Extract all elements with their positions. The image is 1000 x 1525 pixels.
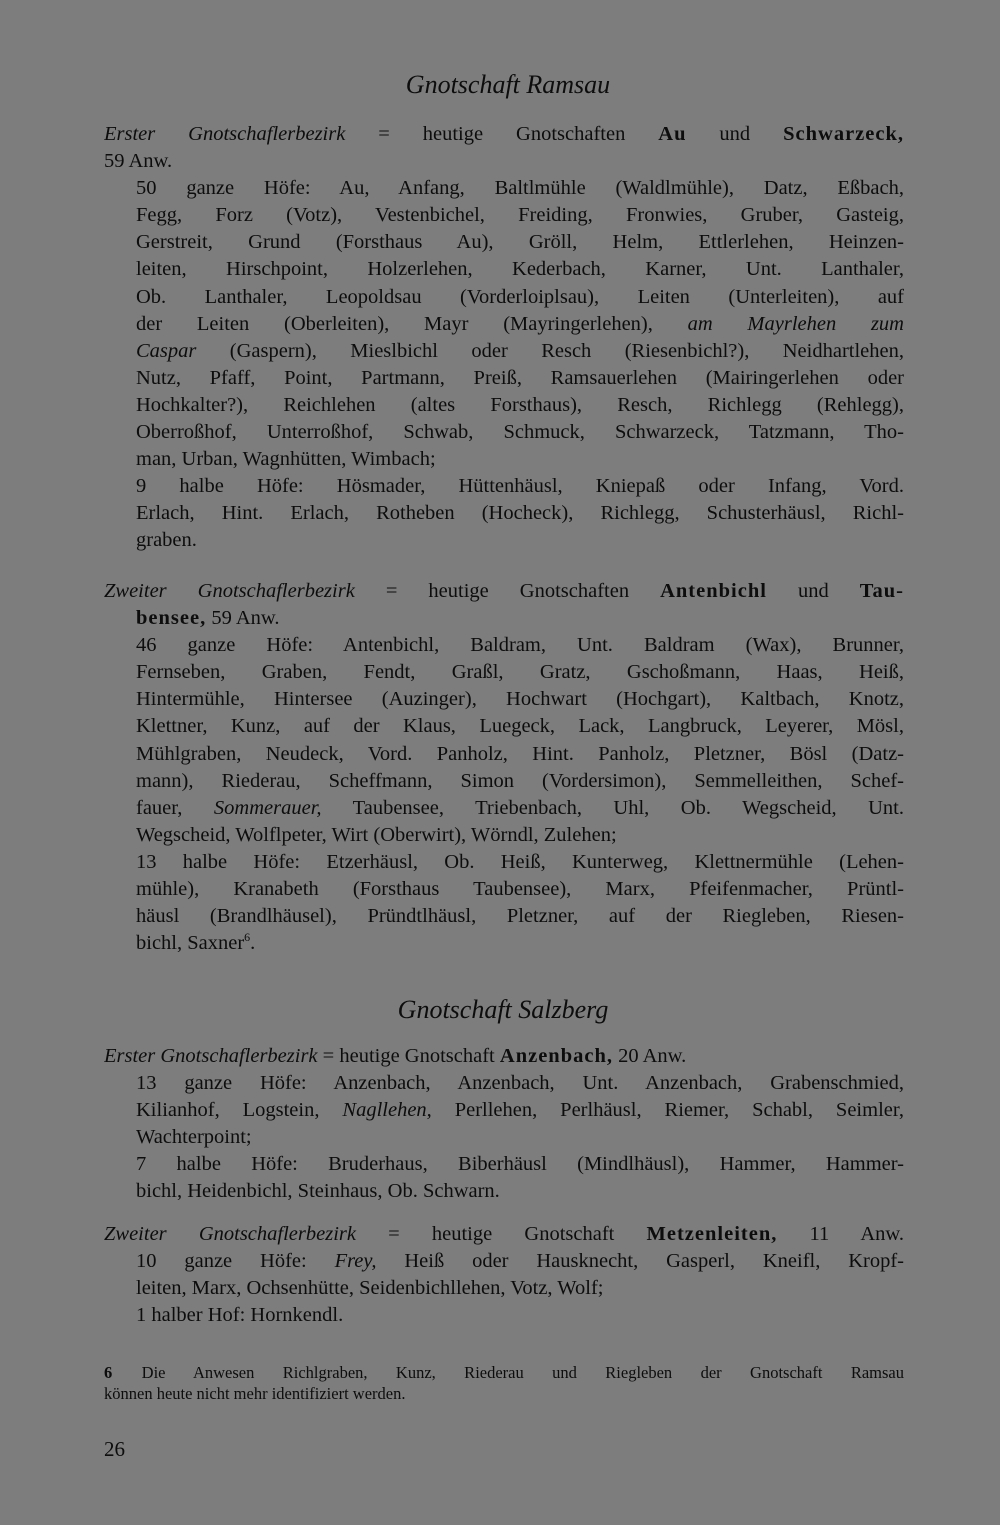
footnote [104,1362,904,1404]
text-run: Perllehen, Perlhäusl, Riemer, Schabl, Seimler, [431,1099,904,1122]
text-run: Wachterpoint; [136,1126,252,1149]
text-run: am Mayrlehen zum [687,312,904,335]
text-run: häusl (Brandlhäusel), Pründtlhäusl, Pletzner, auf der Riegleben, Riesen- [136,905,904,928]
text-line [104,121,904,148]
text-line [104,256,904,283]
text-run: können heute nicht mehr identifiziert werden. [104,1384,406,1403]
text-run: man, Urban, Wagnhütten, Wimbach; [136,448,436,471]
text-line [104,659,904,686]
text-line [104,1097,904,1124]
text-line [104,686,904,713]
text-line [104,1275,904,1302]
text-run: 1 halber Hof: Hornkendl. [136,1304,344,1327]
footnote-ref: 6 [244,930,251,945]
text-run: Wegscheid, Wolflpeter, Wirt (Oberwirt), Wörndl, Zulehen; [136,823,617,846]
text-run: mühle), Kranabeth (Forsthaus Taubensee), Marx, Pfeifenmacher, Prüntl- [136,878,904,901]
text-line [104,876,904,903]
text-run: Caspar [136,339,197,362]
text-run: leiten, Hirschpoint, Holzerlehen, Kederbach, Karner, Unt. Lanthaler, [136,258,904,281]
text-line [104,605,904,632]
text-run: Hintermühle, Hintersee (Auzinger), Hochwart (Hochgart), Kaltbach, Knotz, [136,688,904,711]
text-run: 10 ganze Höfe: [136,1250,335,1273]
text-run: Mühlgraben, Neudeck, Vord. Panholz, Hint. Panholz, Pletzner, Bösl (Datz- [136,742,904,765]
text-line [104,1124,904,1151]
text-line [104,500,904,527]
text-run: fauer, [136,796,214,819]
text-run: 13 halbe Höfe: Etzerhäusl, Ob. Heiß, Kunterweg, Klettnermühle (Lehen- [136,850,904,873]
ramsau-second-district [104,578,904,957]
text-line [104,1362,904,1383]
text-line [104,365,904,392]
text-line [104,1302,904,1329]
text-line [104,1383,904,1404]
text-line [104,338,904,365]
text-line [104,849,904,876]
text-run: Heiß oder Hausknecht, Gasperl, Kneifl, Kropf- [376,1250,904,1273]
text-run: Erster Gnotschaflerbezirk [104,1045,318,1067]
text-run: 9 halbe Höfe: Hösmader, Hüttenhäusl, Kniepaß oder Infang, Vord. [136,475,904,498]
text-run: (Gaspern), Mieslbichl oder Resch (Riesenbichl?), Neidhartlehen, [196,339,904,362]
text-run: Erlach, Hint. Erlach, Rotheben (Hocheck), Richlegg, Schusterhäusl, Richl- [136,502,904,525]
text-line [104,229,904,256]
text-run: 20 Anw. [612,1045,687,1067]
text-run: Erster Gnotschaflerbezirk [104,123,346,145]
text-run: Nutz, Pfaff, Point, Partmann, Preiß, Ramsauerlehen (Mairingerlehen oder [136,366,904,389]
text-line [104,175,904,202]
text-line [104,1070,904,1097]
text-run: Ob. Lanthaler, Leopoldsau (Vorderloiplsau), Leiten (Unterleiten), auf [136,285,904,308]
text-run: leiten, Marx, Ochsenhütte, Seidenbichllehen, Votz, Wolf; [136,1277,604,1300]
text-run: Anzenbach, [499,1045,613,1067]
text-line [104,768,904,795]
text-line [104,1151,904,1178]
text-run: Sommerauer, [213,796,322,819]
text-run: 7 halbe Höfe: Bruderhaus, Biberhäusl (Mindlhäusl), Hammer, Hammer- [136,1153,904,1176]
text-run: = heutige Gnotschaften [345,123,659,145]
text-line [104,632,904,659]
text-run: 6 [104,1363,114,1382]
text-run: und [766,580,860,602]
text-run: graben. [136,529,197,552]
text-line [104,527,904,554]
text-line [104,284,904,311]
text-run: bensee, [136,607,207,630]
text-line [104,446,904,473]
text-run: Schwarzeck, [783,123,904,145]
text-line [104,392,904,419]
text-run: = heutige Gnotschaft [317,1045,500,1067]
salzberg-second-district [104,1221,904,1329]
text-run: Frey, [334,1250,377,1273]
text-line [104,1221,904,1248]
text-line [104,1248,904,1275]
text-run: Metzenleiten, [646,1223,778,1245]
text-line [104,713,904,740]
text-run: Oberroßhof, Unterroßhof, Schwab, Schmuck, Schwarzeck, Tatzmann, Tho- [136,421,904,444]
salzberg-first-district [104,1043,904,1206]
text-run: Kilianhof, Logstein, [136,1099,343,1122]
text-line [104,578,904,605]
text-run: = heutige Gnotschaft [355,1223,647,1245]
text-line [104,930,904,957]
text-run: Antenbichl [660,580,767,602]
text-line [104,1043,904,1070]
text-run: Fernseben, Graben, Fendt, Graßl, Gratz, Gschoßmann, Haas, Heiß, [136,661,904,684]
text-run: bichl, Heidenbichl, Steinhaus, Ob. Schwarn. [136,1180,500,1203]
text-run: Au [658,123,687,145]
text-line [104,741,904,768]
section-title-salzberg: Gnotschaft Salzberg [397,995,609,1024]
text-run: Nagllehen, [342,1099,432,1122]
text-line [104,148,904,175]
text-run: bichl, Saxner [136,932,245,955]
text-run: 13 ganze Höfe: Anzenbach, Anzenbach, Unt. Anzenbach, Grabenschmied, [136,1072,904,1095]
text-line [104,202,904,229]
text-run: . [250,932,256,955]
text-run: 11 Anw. [777,1223,904,1245]
text-line [104,903,904,930]
text-run: = heutige Gnotschaften [354,580,661,602]
text-run: Die Anwesen Richlgraben, Kunz, Riederau und Riegleben der Gnotschaft Ramsau [113,1363,904,1382]
text-run: Zweiter Gnotschaflerbezirk [104,580,355,602]
text-run: der Leiten (Oberleiten), Mayr (Mayringerlehen), [136,312,688,335]
text-run: Gerstreit, Grund (Forsthaus Au), Gröll, Helm, Ettlerlehen, Heinzen- [136,231,904,254]
text-run: Taubensee, Triebenbach, Uhl, Ob. Wegscheid, Unt. [321,796,904,819]
text-line [104,795,904,822]
text-run: Hochkalter?), Reichlehen (altes Forsthaus), Resch, Richlegg (Rehlegg), [136,393,904,416]
text-run: und [686,123,784,145]
text-run: 59 Anw. [104,150,173,173]
text-line [104,822,904,849]
text-line [104,1178,904,1205]
text-run: Klettner, Kunz, auf der Klaus, Luegeck, Lack, Langbruck, Leyerer, Mösl, [136,715,904,738]
page-number: 26 [104,1437,125,1461]
text-run: mann), Riederau, Scheffmann, Simon (Vordersimon), Semmelleithen, Schef- [136,769,904,792]
text-run: Zweiter Gnotschaflerbezirk [104,1223,356,1245]
ramsau-first-district [104,121,904,555]
text-line [104,419,904,446]
text-run: Tau- [859,580,904,602]
text-line [104,473,904,500]
section-title-ramsau: Gnotschaft Ramsau [405,70,611,99]
text-run: 59 Anw. [206,607,280,630]
text-run: 46 ganze Höfe: Antenbichl, Baldram, Unt. Baldram (Wax), Brunner, [136,634,904,657]
text-run: 50 ganze Höfe: Au, Anfang, Baltlmühle (Waldlmühle), Datz, Eßbach, [136,177,904,200]
text-run: Fegg, Forz (Votz), Vestenbichel, Freiding, Fronwies, Gruber, Gasteig, [136,204,904,227]
text-line [104,311,904,338]
